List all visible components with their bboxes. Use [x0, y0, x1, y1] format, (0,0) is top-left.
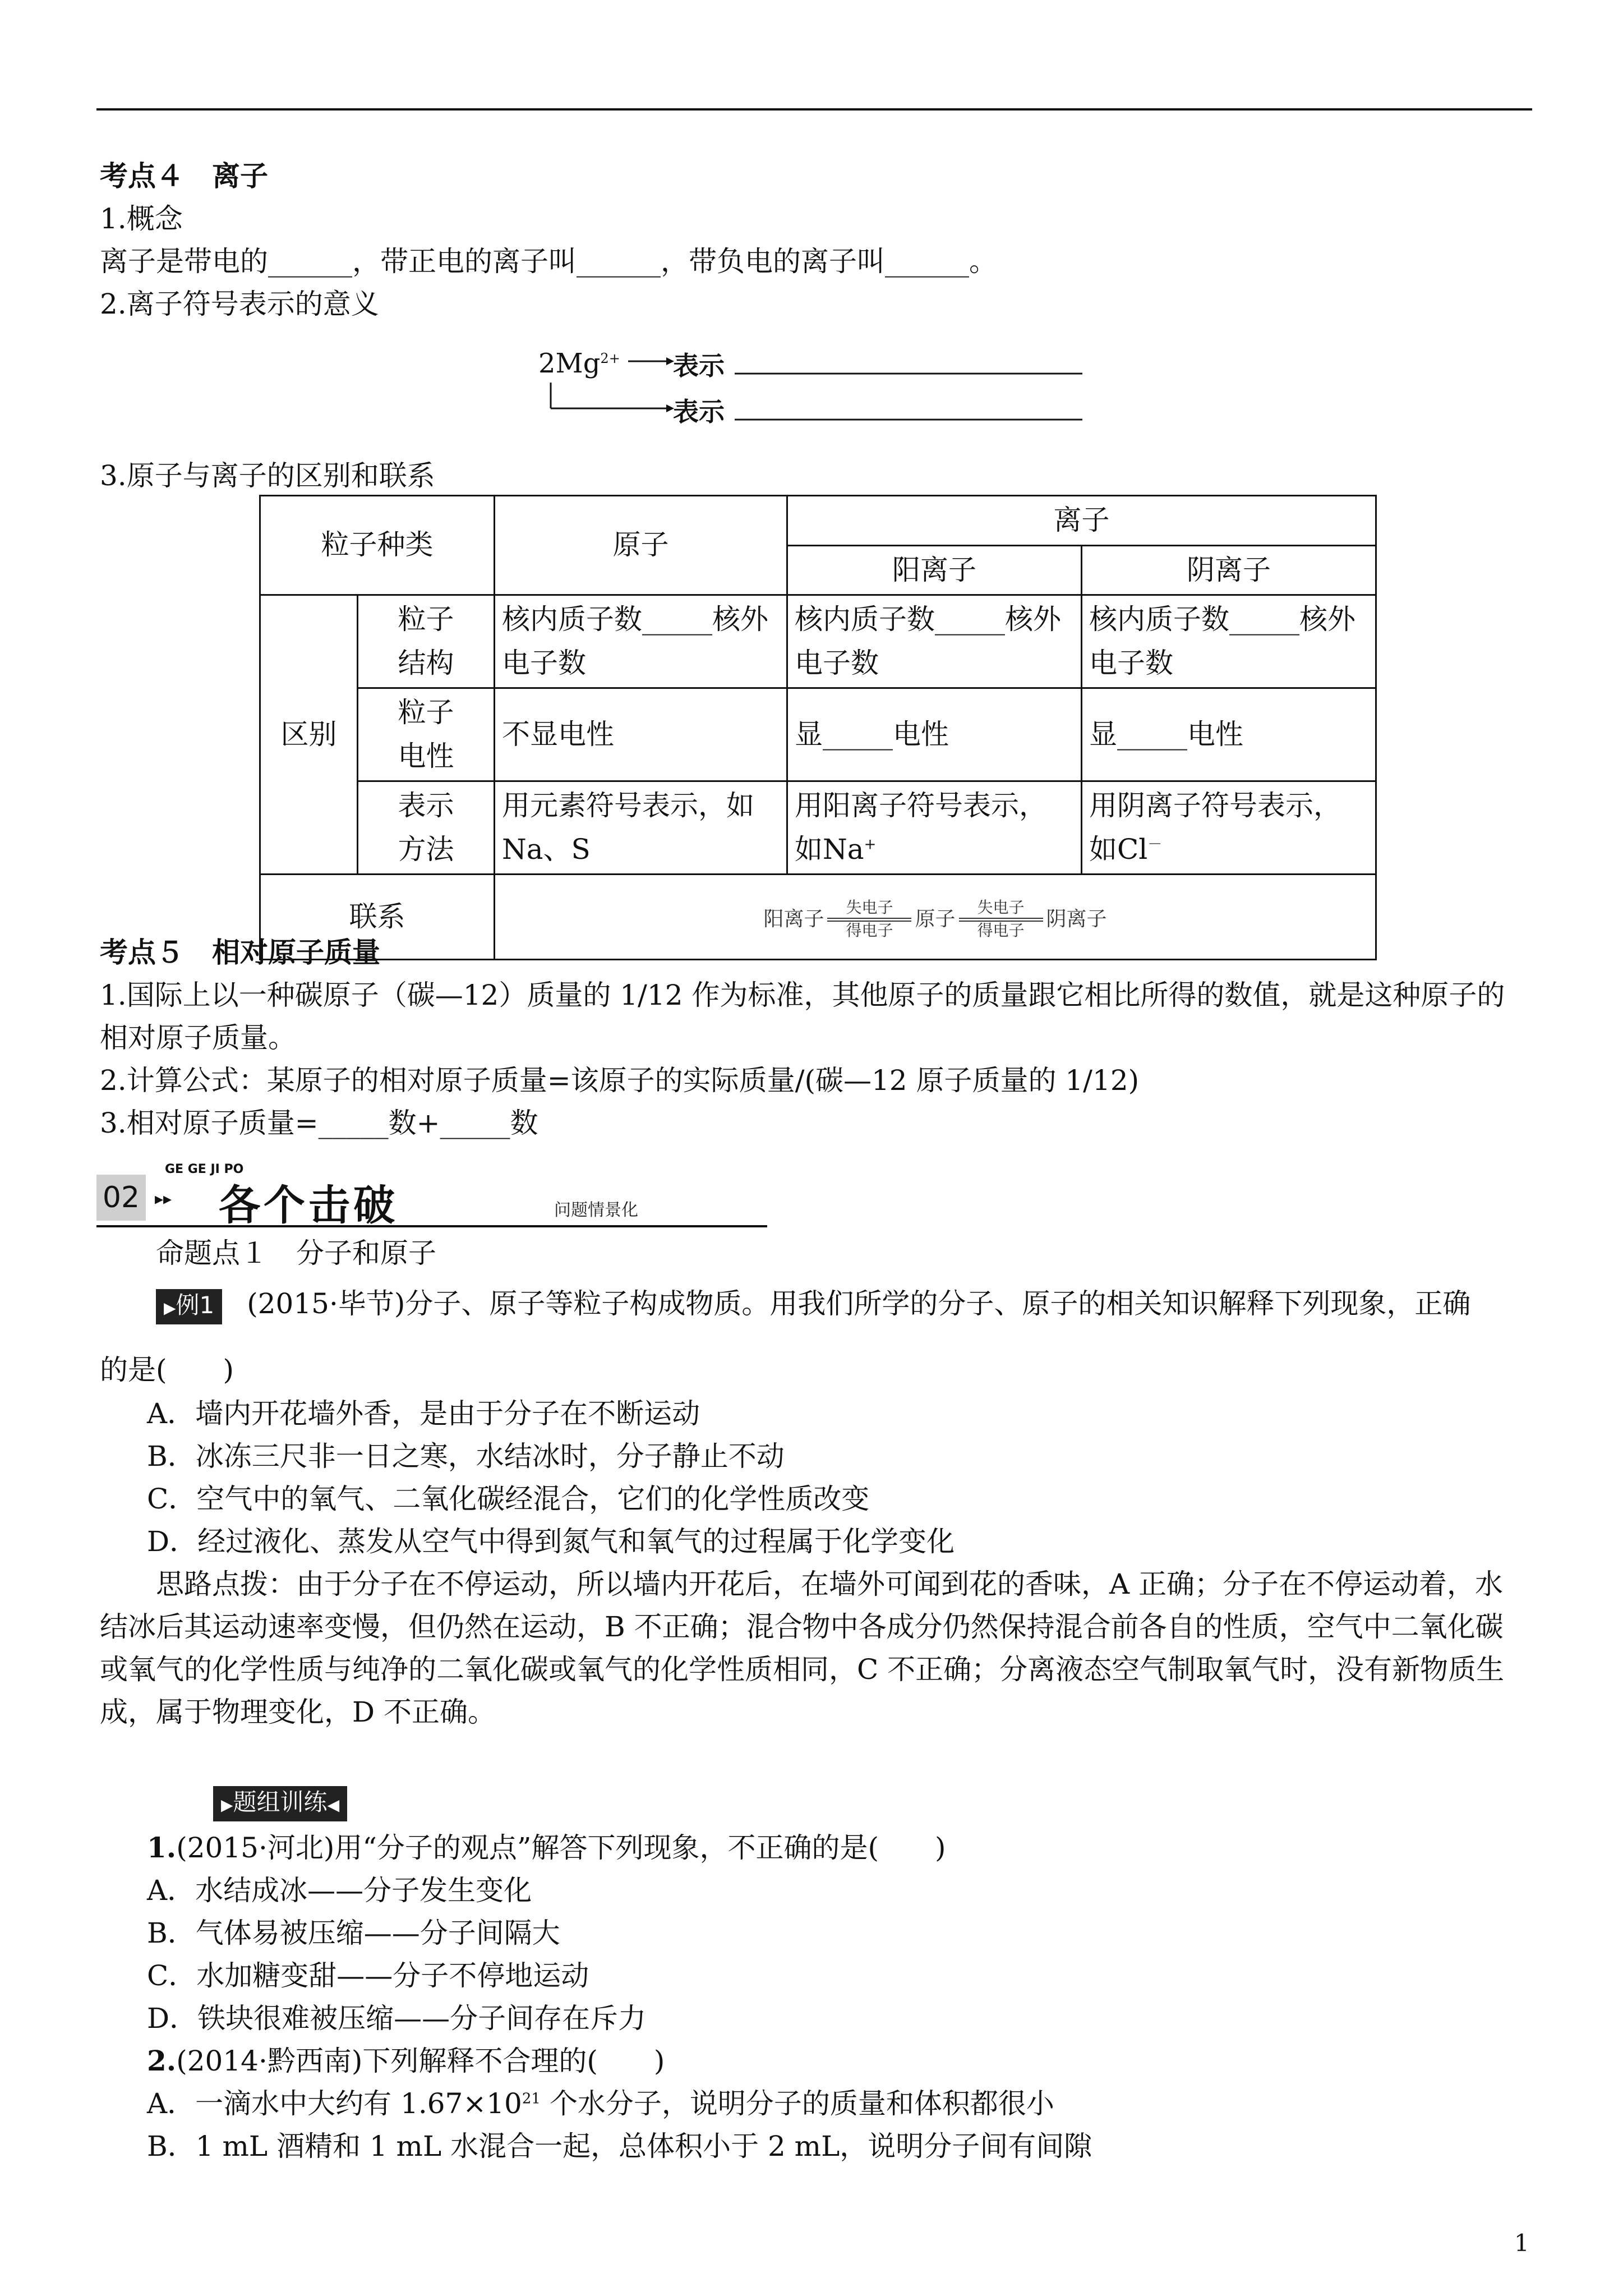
example1-stem: ▶例1 (2015·毕节)分子、原子等粒子构成物质。用我们所学的分子、原子的相关知识解释下列现象，正确: [156, 1287, 1470, 1324]
page-number: 1: [1514, 2229, 1529, 2257]
cell-cation-structure: 核内质子数_____核外电子数: [787, 595, 1082, 688]
meaning-label-1: 表示: [673, 351, 725, 381]
example1-hint-1: 思路点拨：由于分子在不停运动，所以墙内开花后，在墙外可闻到花的香味，A 正确；分子在不停运动着，水: [156, 1568, 1503, 1600]
k5-line1a: 1.国际上以一种碳原子（碳—12）质量的 1/12 作为标准，其他原子的质量跟它相比所得的数值，就是这种原子的: [100, 979, 1505, 1011]
row-charge-label: 粒子 电性: [358, 688, 495, 781]
header-atom: 原子: [495, 496, 787, 595]
k5-heading: 考点５ 相对原子质量: [100, 936, 380, 969]
play-triangle-icon: ▶: [164, 1299, 176, 1317]
k4-line3: 2.离子符号表示的意义: [100, 288, 379, 320]
section-rule: [96, 1225, 767, 1227]
header-rule: [96, 108, 1532, 111]
example1-option-b: B．冰冻三尺非一日之寒，水结冰时，分子静止不动: [147, 1440, 785, 1473]
section-banner: [96, 1162, 769, 1228]
rel-cation: 阳离子: [763, 907, 824, 931]
cell-cation-charge: 显_____电性: [787, 688, 1082, 781]
k4-line1: 1.概念: [100, 203, 183, 235]
rel-arrow-2: 失电子 得电子: [959, 899, 1043, 940]
q2-option-b: B．1 mL 酒精和 1 mL 水混合一起，总体积小于 2 mL，说明分子间有间隙: [147, 2130, 1092, 2162]
relationship-diagram: [760, 899, 1110, 940]
example1-option-a: A．墙内开花墙外香，是由于分子在不断运动: [147, 1397, 700, 1430]
drill-tag: ▶题组训练◀: [213, 1786, 347, 1821]
k5-line3: 3.相对原子质量=_____数+_____数: [100, 1107, 538, 1139]
section-pinyin: GE GE JI PO: [165, 1162, 244, 1176]
row-notation-label: 表示 方法: [358, 781, 495, 875]
q1-option-d: D．铁块很难被压缩——分子间存在斥力: [147, 2002, 647, 2035]
q1-option-c: C．水加糖变甜——分子不停地运动: [147, 1959, 589, 1992]
rel-anion: 阴离子: [1046, 907, 1107, 931]
section-number: 02: [96, 1175, 146, 1221]
example1-stem-cont: 的是( ): [100, 1354, 234, 1386]
k4-line4: 3.原子与离子的区别和联系: [100, 459, 435, 492]
double-arrow-icon: ▸▸: [155, 1189, 172, 1209]
drill-heading: [213, 1784, 347, 1821]
rel-atom: 原子: [915, 907, 956, 931]
q2-option-a: A．一滴水中大约有 $1.67\times 10^{21}$ 个水分子，说明分子的质量和体积都很小: [147, 2087, 1054, 2120]
header-particle-type: 粒子种类: [260, 496, 495, 595]
cell-cation-notation: 用阳离子符号表示，如Na+: [787, 781, 1082, 875]
ion-symbol: $2Mg^{2+}$: [538, 348, 620, 379]
meaning-label-2: 表示: [673, 397, 725, 427]
row-structure-label: 粒子 结构: [358, 595, 495, 688]
example1-hint-3: 或氧气的化学性质与纯净的二氧化碳或氧气的化学性质相同，C 不正确；分离液态空气制取氧气时，没有新物质生: [100, 1653, 1505, 1686]
k5-line1b: 相对原子质量。: [100, 1022, 296, 1054]
header-anion: 阴离子: [1082, 545, 1376, 595]
cell-relationship: [495, 875, 1376, 960]
topic1-heading: 命题点１ 分子和原子: [156, 1237, 436, 1269]
reverse-triangle-icon: ◀: [327, 1796, 340, 1814]
k4-line2: 离子是带电的______，带正电的离子叫______，带负电的离子叫______。: [100, 245, 997, 278]
cell-atom-charge: 不显电性: [495, 688, 787, 781]
section-title: 各个击破: [219, 1181, 398, 1230]
cell-anion-structure: 核内质子数_____核外电子数: [1082, 595, 1376, 688]
example1-option-d: D．经过液化、蒸发从空气中得到氮气和氧气的过程属于化学变化: [147, 1525, 955, 1558]
section-subtitle: 问题情景化: [554, 1200, 638, 1220]
example1-hint-2: 结冰后其运动速率变慢，但仍然在运动，B 不正确；混合物中各成分仍然保持混合前各自的性质，空气中二氧化碳: [100, 1611, 1504, 1643]
cell-anion-charge: 显_____电性: [1082, 688, 1376, 781]
q1-stem: 1.(2015·河北)用“分子的观点”解答下列现象，不正确的是( ): [147, 1831, 946, 1864]
example-tag: ▶例1: [156, 1289, 222, 1324]
rel-arrow-1: 失电子 得电子: [827, 899, 911, 940]
play-triangle-icon: ▶: [221, 1796, 233, 1814]
q1-option-a: A．水结成冰——分子发生变化: [147, 1874, 532, 1907]
header-cation: 阳离子: [787, 545, 1082, 595]
header-ion: 离子: [787, 496, 1376, 546]
k4-heading: 考点４ 离子: [100, 159, 268, 192]
cell-atom-structure: 核内质子数_____核外电子数: [495, 595, 787, 688]
diagram-arrows: [538, 340, 1088, 424]
cell-atom-notation: 用元素符号表示，如Na、S: [495, 781, 787, 875]
q1-option-b: B．气体易被压缩——分子间隔大: [147, 1917, 560, 1949]
example1-option-c: C．空气中的氧气、二氧化碳经混合，它们的化学性质改变: [147, 1483, 870, 1515]
row-link-label: 联系: [260, 875, 495, 960]
example1-hint-4: 成，属于物理变化，D 不正确。: [100, 1696, 496, 1728]
k5-line2: 2.计算公式：某原子的相对原子质量=该原子的实际质量/(碳—12 原子质量的 1/12): [100, 1064, 1140, 1097]
q2-stem: 2.(2014·黔西南)下列解释不合理的( ): [147, 2044, 665, 2077]
cell-anion-notation: 用阴离子符号表示，如Cl－: [1082, 781, 1376, 875]
atom-ion-table: [259, 495, 1377, 960]
ion-symbol-diagram: [538, 340, 1088, 427]
row-group-difference: 区别: [260, 595, 358, 875]
